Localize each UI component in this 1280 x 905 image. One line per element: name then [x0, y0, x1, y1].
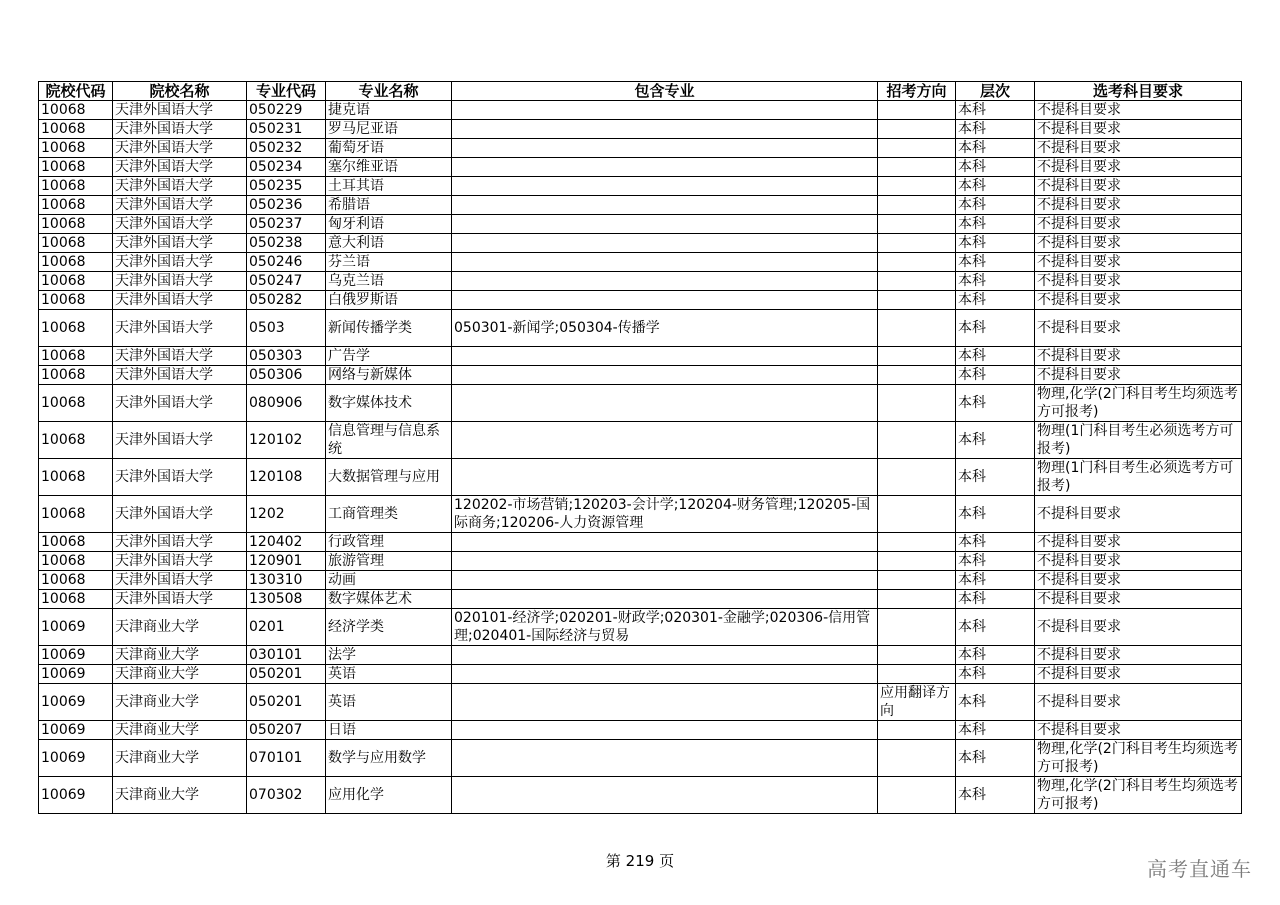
table-row — [39, 120, 1242, 139]
cell-school-name: 天津商业大学 — [113, 777, 247, 814]
cell-major-name: 塞尔维亚语 — [326, 158, 452, 177]
cell-included-majors — [452, 120, 878, 139]
cell-direction — [878, 234, 956, 253]
cell-major-code: 120108 — [247, 459, 326, 496]
cell-major-name: 希腊语 — [326, 196, 452, 215]
cell-level: 本科 — [956, 552, 1035, 571]
cell-level: 本科 — [956, 721, 1035, 740]
cell-direction — [878, 101, 956, 120]
cell-direction — [878, 552, 956, 571]
table-row — [39, 684, 1242, 721]
cell-subject-requirements: 物理,化学(2门科目考生均须选考方可报考) — [1035, 740, 1242, 777]
cell-school-name: 天津商业大学 — [113, 609, 247, 646]
cell-school-name: 天津外国语大学 — [113, 253, 247, 272]
cell-included-majors — [452, 366, 878, 385]
cell-level: 本科 — [956, 646, 1035, 665]
page-number: 第 219 页 — [605, 852, 675, 870]
table-row — [39, 158, 1242, 177]
cell-school-code: 10069 — [39, 721, 113, 740]
table-row — [39, 139, 1242, 158]
cell-major-code: 050238 — [247, 234, 326, 253]
cell-school-name: 天津外国语大学 — [113, 196, 247, 215]
cell-subject-requirements: 不提科目要求 — [1035, 253, 1242, 272]
cell-school-name: 天津商业大学 — [113, 740, 247, 777]
cell-school-name: 天津外国语大学 — [113, 177, 247, 196]
cell-major-code: 120901 — [247, 552, 326, 571]
cell-school-code: 10068 — [39, 347, 113, 366]
cell-included-majors — [452, 533, 878, 552]
cell-level: 本科 — [956, 590, 1035, 609]
cell-level: 本科 — [956, 366, 1035, 385]
cell-direction — [878, 347, 956, 366]
cell-level: 本科 — [956, 777, 1035, 814]
header-school-name: 院校名称 — [113, 82, 247, 101]
cell-subject-requirements: 不提科目要求 — [1035, 101, 1242, 120]
table-row — [39, 347, 1242, 366]
cell-major-code: 0201 — [247, 609, 326, 646]
cell-school-code: 10068 — [39, 272, 113, 291]
table-row — [39, 777, 1242, 814]
table-row — [39, 422, 1242, 459]
cell-subject-requirements: 不提科目要求 — [1035, 272, 1242, 291]
cell-included-majors — [452, 158, 878, 177]
cell-included-majors: 120202-市场营销;120203-会计学;120204-财务管理;120205-国际商务;120206-人力资源管理 — [452, 496, 878, 533]
cell-school-code: 10069 — [39, 609, 113, 646]
cell-major-name: 捷克语 — [326, 101, 452, 120]
cell-direction — [878, 590, 956, 609]
cell-level: 本科 — [956, 385, 1035, 422]
cell-included-majors — [452, 590, 878, 609]
cell-major-name: 应用化学 — [326, 777, 452, 814]
cell-major-code: 0503 — [247, 310, 326, 347]
cell-major-name: 网络与新媒体 — [326, 366, 452, 385]
cell-level: 本科 — [956, 272, 1035, 291]
watermark: 高考直通车 — [1147, 857, 1252, 881]
cell-included-majors — [452, 347, 878, 366]
cell-subject-requirements: 物理(1门科目考生必须选考方可报考) — [1035, 422, 1242, 459]
cell-major-code: 130508 — [247, 590, 326, 609]
cell-direction — [878, 272, 956, 291]
cell-included-majors — [452, 177, 878, 196]
cell-major-name: 葡萄牙语 — [326, 139, 452, 158]
cell-school-code: 10068 — [39, 139, 113, 158]
cell-direction: 应用翻译方向 — [878, 684, 956, 721]
cell-direction — [878, 422, 956, 459]
cell-school-name: 天津商业大学 — [113, 646, 247, 665]
cell-major-code: 050201 — [247, 665, 326, 684]
cell-direction — [878, 196, 956, 215]
cell-direction — [878, 253, 956, 272]
table-row — [39, 496, 1242, 533]
cell-major-code: 050235 — [247, 177, 326, 196]
cell-included-majors — [452, 552, 878, 571]
cell-school-name: 天津外国语大学 — [113, 120, 247, 139]
cell-level: 本科 — [956, 310, 1035, 347]
cell-level: 本科 — [956, 177, 1035, 196]
cell-level: 本科 — [956, 571, 1035, 590]
cell-major-name: 数字媒体艺术 — [326, 590, 452, 609]
cell-subject-requirements: 不提科目要求 — [1035, 158, 1242, 177]
cell-subject-requirements: 不提科目要求 — [1035, 533, 1242, 552]
table-row — [39, 590, 1242, 609]
cell-school-code: 10069 — [39, 740, 113, 777]
cell-included-majors — [452, 571, 878, 590]
cell-major-name: 芬兰语 — [326, 253, 452, 272]
cell-included-majors — [452, 721, 878, 740]
table-header-row — [39, 82, 1242, 101]
cell-school-name: 天津外国语大学 — [113, 215, 247, 234]
table-row — [39, 533, 1242, 552]
cell-school-name: 天津外国语大学 — [113, 310, 247, 347]
cell-level: 本科 — [956, 665, 1035, 684]
table-row — [39, 253, 1242, 272]
cell-major-code: 050236 — [247, 196, 326, 215]
cell-direction — [878, 777, 956, 814]
cell-level: 本科 — [956, 196, 1035, 215]
cell-direction — [878, 120, 956, 139]
cell-included-majors — [452, 101, 878, 120]
cell-included-majors — [452, 215, 878, 234]
cell-school-name: 天津外国语大学 — [113, 385, 247, 422]
cell-major-name: 经济学类 — [326, 609, 452, 646]
cell-major-code: 050201 — [247, 684, 326, 721]
cell-included-majors — [452, 459, 878, 496]
cell-direction — [878, 177, 956, 196]
cell-direction — [878, 665, 956, 684]
cell-school-name: 天津外国语大学 — [113, 272, 247, 291]
cell-major-code: 050282 — [247, 291, 326, 310]
cell-major-code: 050232 — [247, 139, 326, 158]
cell-major-name: 动画 — [326, 571, 452, 590]
cell-subject-requirements: 不提科目要求 — [1035, 571, 1242, 590]
cell-level: 本科 — [956, 609, 1035, 646]
cell-school-code: 10069 — [39, 665, 113, 684]
cell-included-majors — [452, 422, 878, 459]
cell-school-name: 天津商业大学 — [113, 684, 247, 721]
cell-major-code: 080906 — [247, 385, 326, 422]
cell-school-code: 10068 — [39, 533, 113, 552]
cell-major-code: 030101 — [247, 646, 326, 665]
cell-major-name: 广告学 — [326, 347, 452, 366]
cell-subject-requirements: 物理,化学(2门科目考生均须选考方可报考) — [1035, 777, 1242, 814]
cell-major-name: 数字媒体技术 — [326, 385, 452, 422]
cell-major-code: 070302 — [247, 777, 326, 814]
cell-major-name: 白俄罗斯语 — [326, 291, 452, 310]
cell-level: 本科 — [956, 459, 1035, 496]
table-body — [39, 101, 1242, 814]
table-row — [39, 552, 1242, 571]
cell-school-name: 天津外国语大学 — [113, 139, 247, 158]
cell-level: 本科 — [956, 684, 1035, 721]
cell-level: 本科 — [956, 234, 1035, 253]
admissions-table — [38, 81, 1242, 814]
cell-level: 本科 — [956, 139, 1035, 158]
cell-major-code: 050303 — [247, 347, 326, 366]
cell-level: 本科 — [956, 253, 1035, 272]
cell-school-code: 10068 — [39, 196, 113, 215]
cell-direction — [878, 740, 956, 777]
cell-major-code: 050237 — [247, 215, 326, 234]
cell-major-code: 050231 — [247, 120, 326, 139]
cell-direction — [878, 215, 956, 234]
header-direction: 招考方向 — [878, 82, 956, 101]
table-row — [39, 366, 1242, 385]
cell-subject-requirements: 不提科目要求 — [1035, 646, 1242, 665]
cell-subject-requirements: 不提科目要求 — [1035, 665, 1242, 684]
cell-subject-requirements: 不提科目要求 — [1035, 721, 1242, 740]
cell-included-majors — [452, 139, 878, 158]
cell-level: 本科 — [956, 291, 1035, 310]
cell-school-name: 天津外国语大学 — [113, 291, 247, 310]
cell-major-name: 行政管理 — [326, 533, 452, 552]
cell-school-name: 天津外国语大学 — [113, 422, 247, 459]
cell-school-name: 天津外国语大学 — [113, 366, 247, 385]
cell-school-name: 天津外国语大学 — [113, 234, 247, 253]
cell-subject-requirements: 不提科目要求 — [1035, 291, 1242, 310]
cell-direction — [878, 571, 956, 590]
cell-subject-requirements: 不提科目要求 — [1035, 215, 1242, 234]
cell-major-code: 070101 — [247, 740, 326, 777]
cell-major-name: 土耳其语 — [326, 177, 452, 196]
cell-school-code: 10068 — [39, 496, 113, 533]
cell-school-code: 10068 — [39, 101, 113, 120]
table-row — [39, 385, 1242, 422]
cell-major-code: 050246 — [247, 253, 326, 272]
cell-subject-requirements: 不提科目要求 — [1035, 590, 1242, 609]
cell-included-majors — [452, 196, 878, 215]
table-row — [39, 101, 1242, 120]
cell-major-code: 050306 — [247, 366, 326, 385]
cell-major-code: 130310 — [247, 571, 326, 590]
header-subject-requirements: 选考科目要求 — [1035, 82, 1242, 101]
table-row — [39, 740, 1242, 777]
cell-subject-requirements: 不提科目要求 — [1035, 177, 1242, 196]
cell-school-code: 10068 — [39, 459, 113, 496]
cell-direction — [878, 646, 956, 665]
cell-subject-requirements: 不提科目要求 — [1035, 366, 1242, 385]
cell-school-name: 天津外国语大学 — [113, 496, 247, 533]
cell-direction — [878, 496, 956, 533]
cell-included-majors — [452, 253, 878, 272]
table-row — [39, 272, 1242, 291]
cell-school-code: 10068 — [39, 366, 113, 385]
cell-subject-requirements: 物理,化学(2门科目考生均须选考方可报考) — [1035, 385, 1242, 422]
cell-school-code: 10068 — [39, 158, 113, 177]
cell-direction — [878, 721, 956, 740]
cell-major-code: 050207 — [247, 721, 326, 740]
cell-school-name: 天津外国语大学 — [113, 552, 247, 571]
cell-major-name: 英语 — [326, 665, 452, 684]
cell-school-name: 天津外国语大学 — [113, 158, 247, 177]
cell-major-name: 意大利语 — [326, 234, 452, 253]
cell-level: 本科 — [956, 533, 1035, 552]
cell-subject-requirements: 不提科目要求 — [1035, 139, 1242, 158]
table-row — [39, 459, 1242, 496]
table-row — [39, 177, 1242, 196]
table-row — [39, 609, 1242, 646]
cell-included-majors — [452, 684, 878, 721]
header-major-name: 专业名称 — [326, 82, 452, 101]
cell-major-code: 1202 — [247, 496, 326, 533]
cell-level: 本科 — [956, 422, 1035, 459]
header-school-code: 院校代码 — [39, 82, 113, 101]
cell-major-name: 乌克兰语 — [326, 272, 452, 291]
cell-major-name: 旅游管理 — [326, 552, 452, 571]
cell-subject-requirements: 不提科目要求 — [1035, 347, 1242, 366]
table-row — [39, 291, 1242, 310]
cell-school-code: 10068 — [39, 234, 113, 253]
cell-school-name: 天津外国语大学 — [113, 459, 247, 496]
cell-school-code: 10068 — [39, 571, 113, 590]
cell-level: 本科 — [956, 120, 1035, 139]
cell-major-code: 050229 — [247, 101, 326, 120]
cell-direction — [878, 158, 956, 177]
cell-subject-requirements: 不提科目要求 — [1035, 120, 1242, 139]
header-level: 层次 — [956, 82, 1035, 101]
table-row — [39, 215, 1242, 234]
cell-level: 本科 — [956, 496, 1035, 533]
cell-level: 本科 — [956, 101, 1035, 120]
cell-major-name: 罗马尼亚语 — [326, 120, 452, 139]
cell-school-code: 10068 — [39, 253, 113, 272]
cell-subject-requirements: 不提科目要求 — [1035, 552, 1242, 571]
cell-major-name: 法学 — [326, 646, 452, 665]
cell-school-code: 10068 — [39, 120, 113, 139]
cell-included-majors — [452, 272, 878, 291]
cell-level: 本科 — [956, 740, 1035, 777]
cell-major-code: 120402 — [247, 533, 326, 552]
cell-included-majors — [452, 740, 878, 777]
table-row — [39, 571, 1242, 590]
cell-direction — [878, 385, 956, 422]
cell-school-name: 天津外国语大学 — [113, 571, 247, 590]
cell-direction — [878, 291, 956, 310]
cell-included-majors — [452, 777, 878, 814]
cell-school-code: 10068 — [39, 215, 113, 234]
cell-major-name: 信息管理与信息系统 — [326, 422, 452, 459]
cell-included-majors: 050301-新闻学;050304-传播学 — [452, 310, 878, 347]
cell-major-code: 120102 — [247, 422, 326, 459]
cell-school-code: 10068 — [39, 291, 113, 310]
table-row — [39, 196, 1242, 215]
table-row — [39, 310, 1242, 347]
cell-school-name: 天津外国语大学 — [113, 590, 247, 609]
cell-level: 本科 — [956, 215, 1035, 234]
cell-school-code: 10069 — [39, 646, 113, 665]
cell-direction — [878, 139, 956, 158]
cell-school-code: 10069 — [39, 684, 113, 721]
cell-school-code: 10068 — [39, 385, 113, 422]
cell-subject-requirements: 不提科目要求 — [1035, 234, 1242, 253]
cell-major-name: 英语 — [326, 684, 452, 721]
cell-school-code: 10068 — [39, 552, 113, 571]
cell-school-name: 天津商业大学 — [113, 665, 247, 684]
cell-school-name: 天津外国语大学 — [113, 101, 247, 120]
cell-major-name: 工商管理类 — [326, 496, 452, 533]
cell-school-name: 天津外国语大学 — [113, 533, 247, 552]
cell-included-majors — [452, 665, 878, 684]
cell-school-code: 10069 — [39, 777, 113, 814]
cell-included-majors — [452, 385, 878, 422]
cell-direction — [878, 459, 956, 496]
cell-included-majors — [452, 234, 878, 253]
cell-major-name: 新闻传播学类 — [326, 310, 452, 347]
table-row — [39, 665, 1242, 684]
cell-direction — [878, 533, 956, 552]
header-major-code: 专业代码 — [247, 82, 326, 101]
cell-direction — [878, 310, 956, 347]
cell-major-code: 050247 — [247, 272, 326, 291]
table-row — [39, 234, 1242, 253]
cell-included-majors — [452, 646, 878, 665]
cell-level: 本科 — [956, 158, 1035, 177]
cell-major-name: 匈牙利语 — [326, 215, 452, 234]
cell-included-majors: 020101-经济学;020201-财政学;020301-金融学;020306-信用管理;020401-国际经济与贸易 — [452, 609, 878, 646]
cell-school-code: 10068 — [39, 310, 113, 347]
cell-school-code: 10068 — [39, 590, 113, 609]
cell-major-name: 大数据管理与应用 — [326, 459, 452, 496]
cell-subject-requirements: 不提科目要求 — [1035, 609, 1242, 646]
cell-subject-requirements: 不提科目要求 — [1035, 310, 1242, 347]
table-row — [39, 721, 1242, 740]
cell-level: 本科 — [956, 347, 1035, 366]
cell-direction — [878, 366, 956, 385]
cell-school-code: 10068 — [39, 422, 113, 459]
table-row — [39, 646, 1242, 665]
cell-major-code: 050234 — [247, 158, 326, 177]
cell-subject-requirements: 不提科目要求 — [1035, 496, 1242, 533]
cell-school-code: 10068 — [39, 177, 113, 196]
cell-school-name: 天津商业大学 — [113, 721, 247, 740]
cell-direction — [878, 609, 956, 646]
cell-subject-requirements: 物理(1门科目考生必须选考方可报考) — [1035, 459, 1242, 496]
cell-subject-requirements: 不提科目要求 — [1035, 196, 1242, 215]
cell-subject-requirements: 不提科目要求 — [1035, 684, 1242, 721]
cell-major-name: 数学与应用数学 — [326, 740, 452, 777]
cell-major-name: 日语 — [326, 721, 452, 740]
header-included-majors: 包含专业 — [452, 82, 878, 101]
cell-included-majors — [452, 291, 878, 310]
cell-school-name: 天津外国语大学 — [113, 347, 247, 366]
